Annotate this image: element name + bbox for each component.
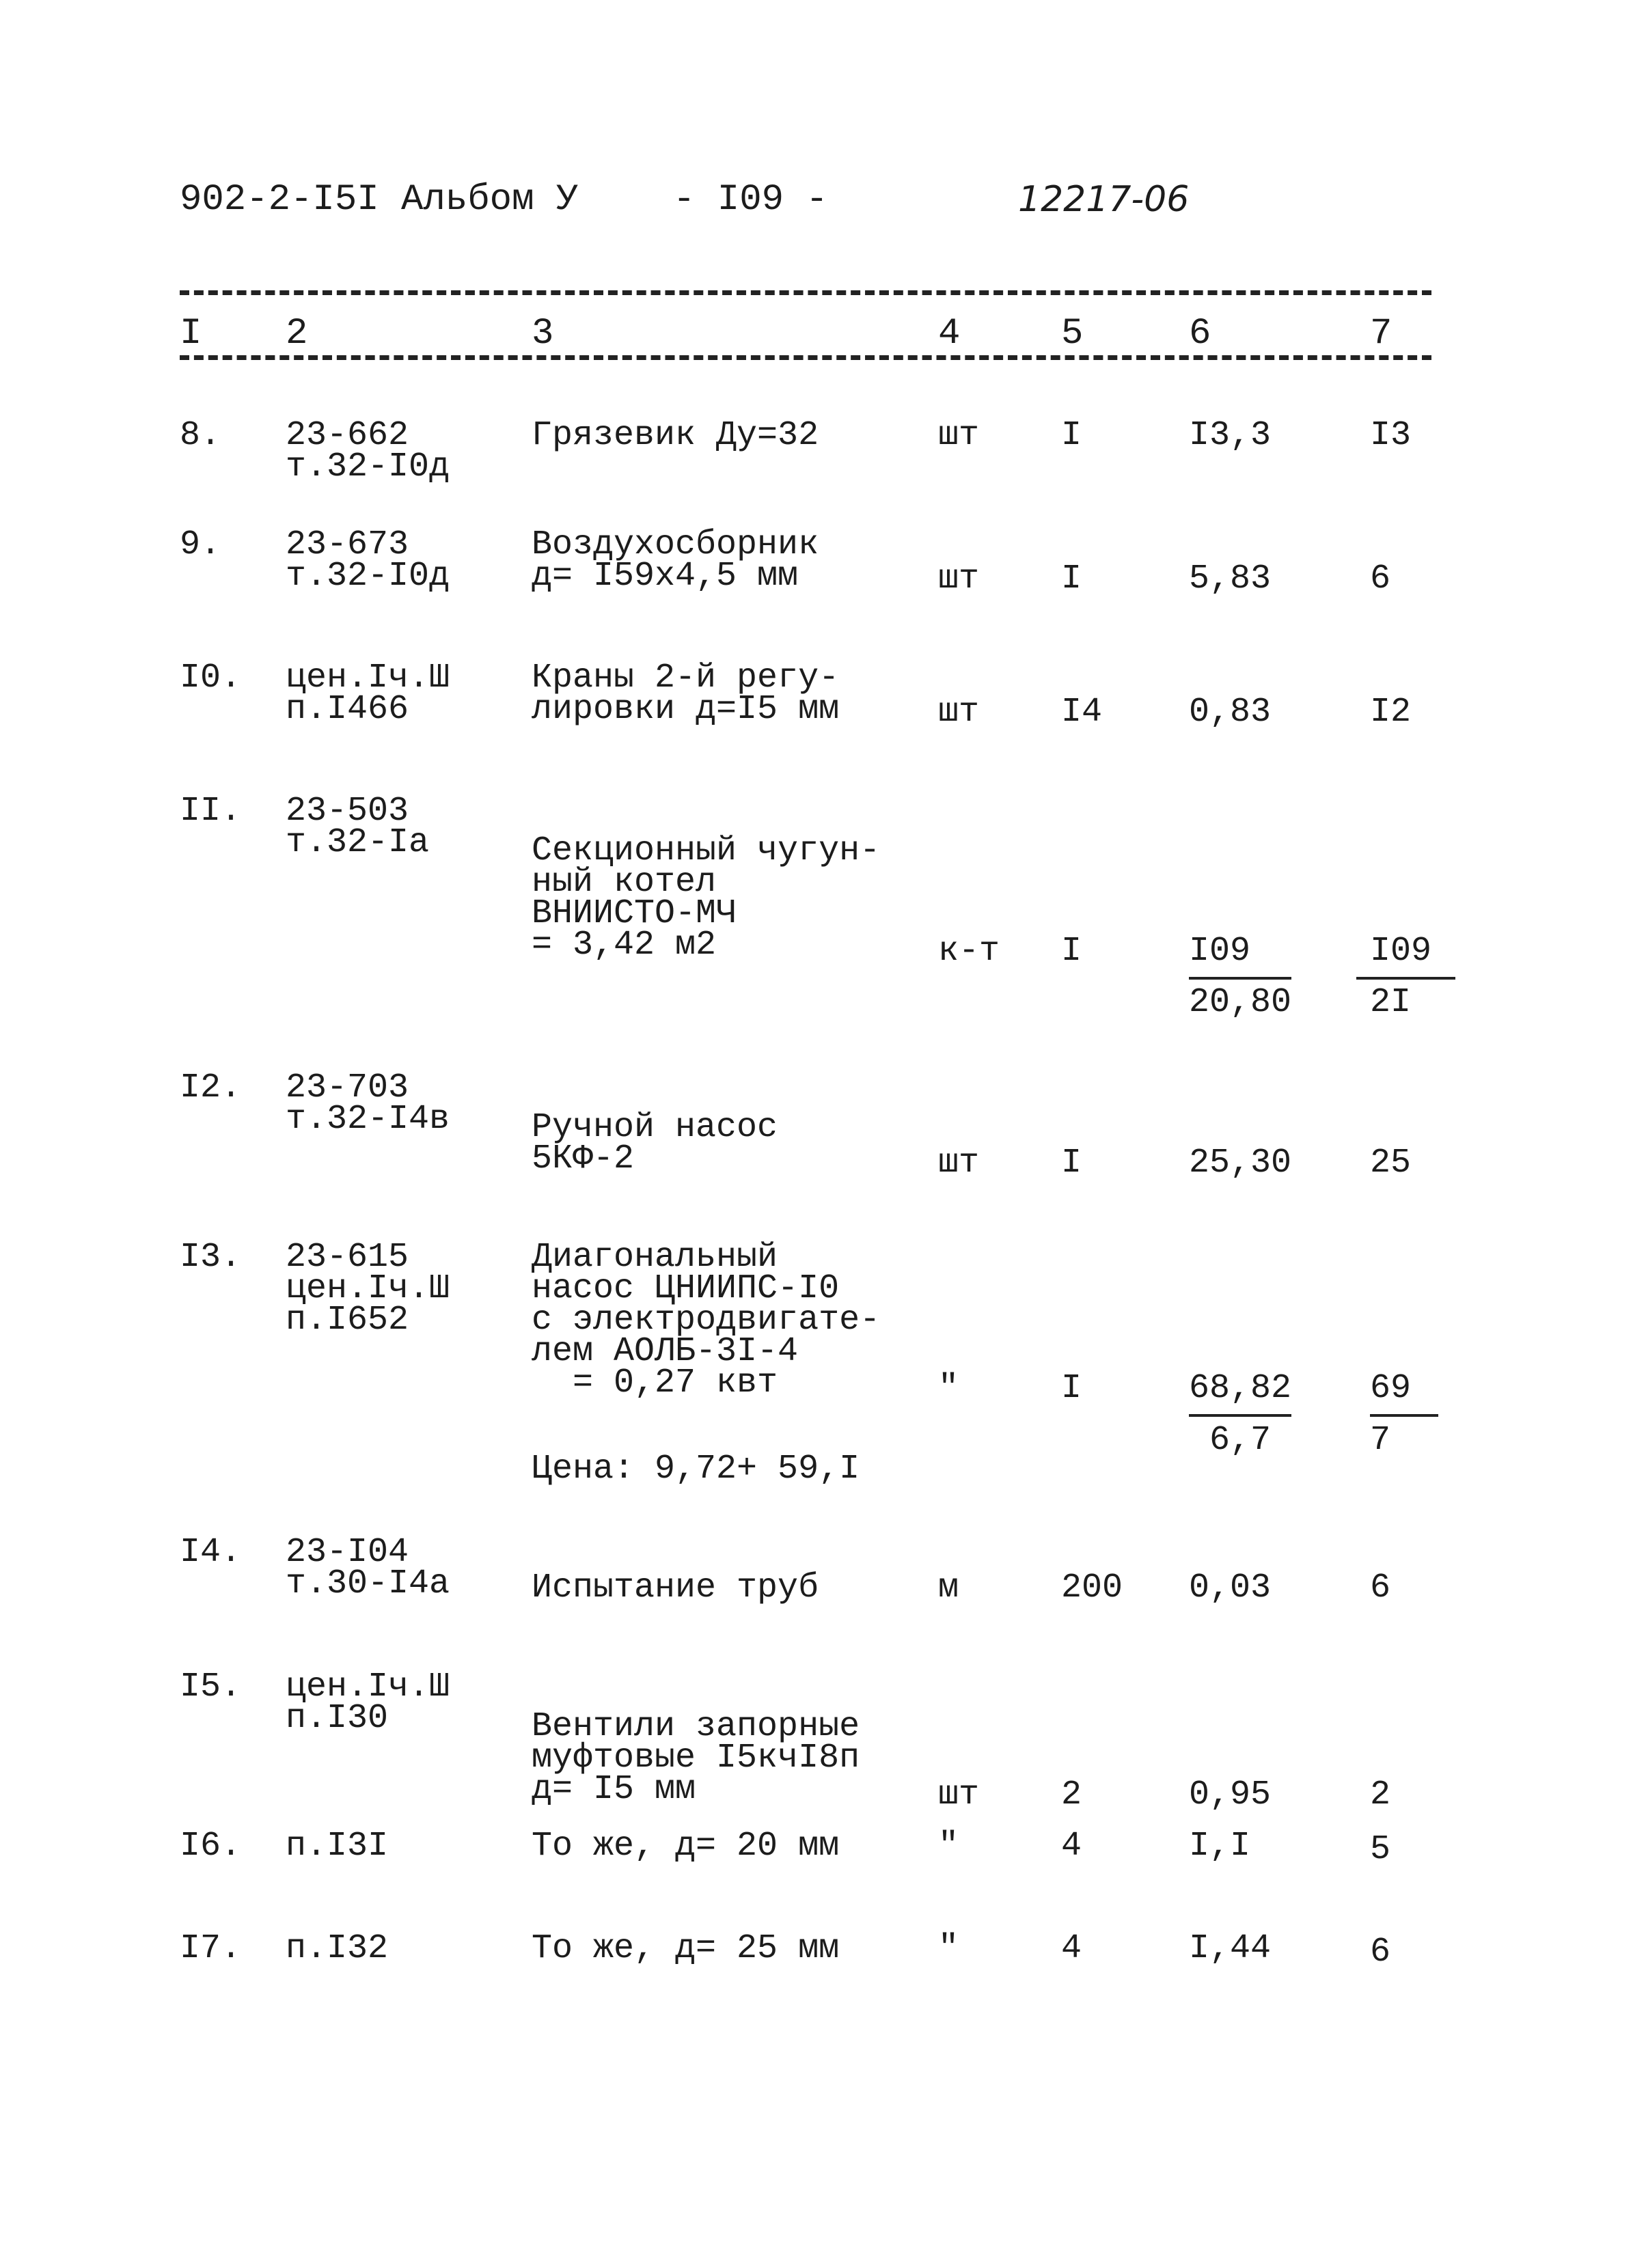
document-code: 902-2-I5I Альбом У xyxy=(180,179,579,221)
price: I3,3 xyxy=(1189,416,1272,455)
price: 25,30 xyxy=(1189,1144,1292,1183)
name-line: То же, д= 25 мм xyxy=(532,1929,840,1968)
ref-line: 23-I04 xyxy=(286,1533,409,1572)
name-line: насос ЦНИИПС-I0 xyxy=(532,1269,840,1308)
quantity: I xyxy=(1061,416,1082,455)
row-number: I7. xyxy=(180,1929,242,1968)
total-denominator: 7 xyxy=(1370,1421,1391,1460)
quantity: I4 xyxy=(1061,693,1103,732)
ref-line: 23-703 xyxy=(286,1068,409,1107)
price-note: Цена: 9,72+ 59,I xyxy=(532,1450,860,1489)
dashed-rule-top xyxy=(180,290,1431,295)
price-numerator: 68,82 xyxy=(1189,1369,1292,1408)
total: 6 xyxy=(1370,1933,1391,1972)
quantity: I xyxy=(1061,1369,1082,1408)
ref-line: 23-503 xyxy=(286,792,409,831)
column-number-7: 7 xyxy=(1370,313,1393,355)
fraction-line xyxy=(1356,977,1455,980)
ref-line: т.32-I0д xyxy=(286,447,450,486)
price: 0,83 xyxy=(1189,693,1272,732)
ref-line: т.32-I0д xyxy=(286,557,450,596)
fraction-line xyxy=(1189,977,1291,980)
name-line: Секционный чугун- xyxy=(532,831,881,870)
quantity: I xyxy=(1061,559,1082,598)
ref-line: п.I32 xyxy=(286,1929,389,1968)
column-number-4: 4 xyxy=(938,313,961,355)
price: I,44 xyxy=(1189,1929,1272,1968)
name-line: д= I5 мм xyxy=(532,1770,696,1809)
price: 0,95 xyxy=(1189,1775,1272,1814)
ref-line: п.I652 xyxy=(286,1301,409,1340)
row-number: I0. xyxy=(180,659,242,697)
column-number-6: 6 xyxy=(1189,313,1211,355)
price-denominator: 6,7 xyxy=(1209,1421,1272,1460)
total-numerator: I09 xyxy=(1370,932,1432,971)
unit: м xyxy=(938,1568,959,1607)
column-number-3: 3 xyxy=(532,313,554,355)
fraction-line xyxy=(1370,1414,1438,1417)
name-line: Диагональный xyxy=(532,1238,778,1277)
row-number: I2. xyxy=(180,1068,242,1107)
price-numerator: I09 xyxy=(1189,932,1251,971)
price-denominator: 20,80 xyxy=(1189,983,1292,1022)
ref-line: т.32-Iа xyxy=(286,823,430,862)
ref-line: 23-673 xyxy=(286,525,409,564)
unit: к-т xyxy=(938,932,1000,971)
column-number-2: 2 xyxy=(286,313,308,355)
quantity: I xyxy=(1061,932,1082,971)
column-number-1: I xyxy=(180,313,202,355)
unit: " xyxy=(938,1369,959,1408)
name-line: ный котел xyxy=(532,863,717,902)
ref-line: цен.Iч.Ш xyxy=(286,1269,450,1308)
quantity: 2 xyxy=(1061,1775,1082,1814)
name-line: ВНИИСТО-МЧ xyxy=(532,894,737,933)
name-line: д= I59х4,5 мм xyxy=(532,557,799,596)
total: 2 xyxy=(1370,1775,1391,1814)
name-line: Грязевик Ду=32 xyxy=(532,416,819,455)
page-number: - I09 - xyxy=(673,179,828,221)
unit: шт xyxy=(938,693,980,732)
fraction-line xyxy=(1189,1414,1291,1417)
name-line: с электродвигате- xyxy=(532,1301,881,1340)
price: I,I xyxy=(1189,1827,1251,1866)
row-number: 8. xyxy=(180,416,221,455)
name-line: Испытание труб xyxy=(532,1568,819,1607)
ref-line: п.I30 xyxy=(286,1699,389,1738)
name-line: То же, д= 20 мм xyxy=(532,1827,840,1866)
unit: шт xyxy=(938,416,980,455)
unit: шт xyxy=(938,1775,980,1814)
handwritten-number: 12217-06 xyxy=(1018,179,1190,220)
total: 6 xyxy=(1370,1568,1391,1607)
quantity: 4 xyxy=(1061,1827,1082,1866)
name-line: Вентили запорные xyxy=(532,1707,860,1746)
dashed-rule-header xyxy=(180,355,1431,360)
name-line: муфтовые I5кчI8п xyxy=(532,1739,860,1778)
total: I3 xyxy=(1370,416,1412,455)
ref-line: т.32-I4в xyxy=(286,1100,450,1139)
total: 25 xyxy=(1370,1144,1412,1183)
quantity: 200 xyxy=(1061,1568,1123,1607)
ref-line: т.30-I4а xyxy=(286,1564,450,1603)
name-line: лировки д=I5 мм xyxy=(532,690,840,729)
row-number: I5. xyxy=(180,1668,242,1706)
total: I2 xyxy=(1370,693,1412,732)
row-number: II. xyxy=(180,792,242,831)
name-line: Воздухосборник xyxy=(532,525,819,564)
name-line: Краны 2-й регу- xyxy=(532,659,840,697)
row-number: I3. xyxy=(180,1238,242,1277)
row-number: I4. xyxy=(180,1533,242,1572)
unit: " xyxy=(938,1929,959,1968)
ref-line: п.I3I xyxy=(286,1827,389,1866)
ref-line: 23-662 xyxy=(286,416,409,455)
unit: шт xyxy=(938,559,980,598)
row-number: I6. xyxy=(180,1827,242,1866)
name-line: 5КФ-2 xyxy=(532,1139,635,1178)
unit: " xyxy=(938,1827,959,1866)
price: 5,83 xyxy=(1189,559,1272,598)
ref-line: 23-615 xyxy=(286,1238,409,1277)
quantity: I xyxy=(1061,1144,1082,1183)
total: 6 xyxy=(1370,559,1391,598)
row-number: 9. xyxy=(180,525,221,564)
price: 0,03 xyxy=(1189,1568,1272,1607)
ref-line: цен.Iч.Ш xyxy=(286,1668,450,1706)
ref-line: цен.Iч.Ш xyxy=(286,659,450,697)
name-line: = 3,42 м2 xyxy=(532,926,717,965)
total-denominator: 2I xyxy=(1370,983,1412,1022)
column-number-5: 5 xyxy=(1061,313,1084,355)
ref-line: п.I466 xyxy=(286,690,409,729)
name-line: лем АОЛБ-3I-4 xyxy=(532,1332,799,1371)
name-line: = 0,27 квт xyxy=(532,1364,778,1402)
name-line: Ручной насос xyxy=(532,1108,778,1147)
total-numerator: 69 xyxy=(1370,1369,1412,1408)
quantity: 4 xyxy=(1061,1929,1082,1968)
total: 5 xyxy=(1370,1830,1391,1869)
unit: шт xyxy=(938,1144,980,1183)
